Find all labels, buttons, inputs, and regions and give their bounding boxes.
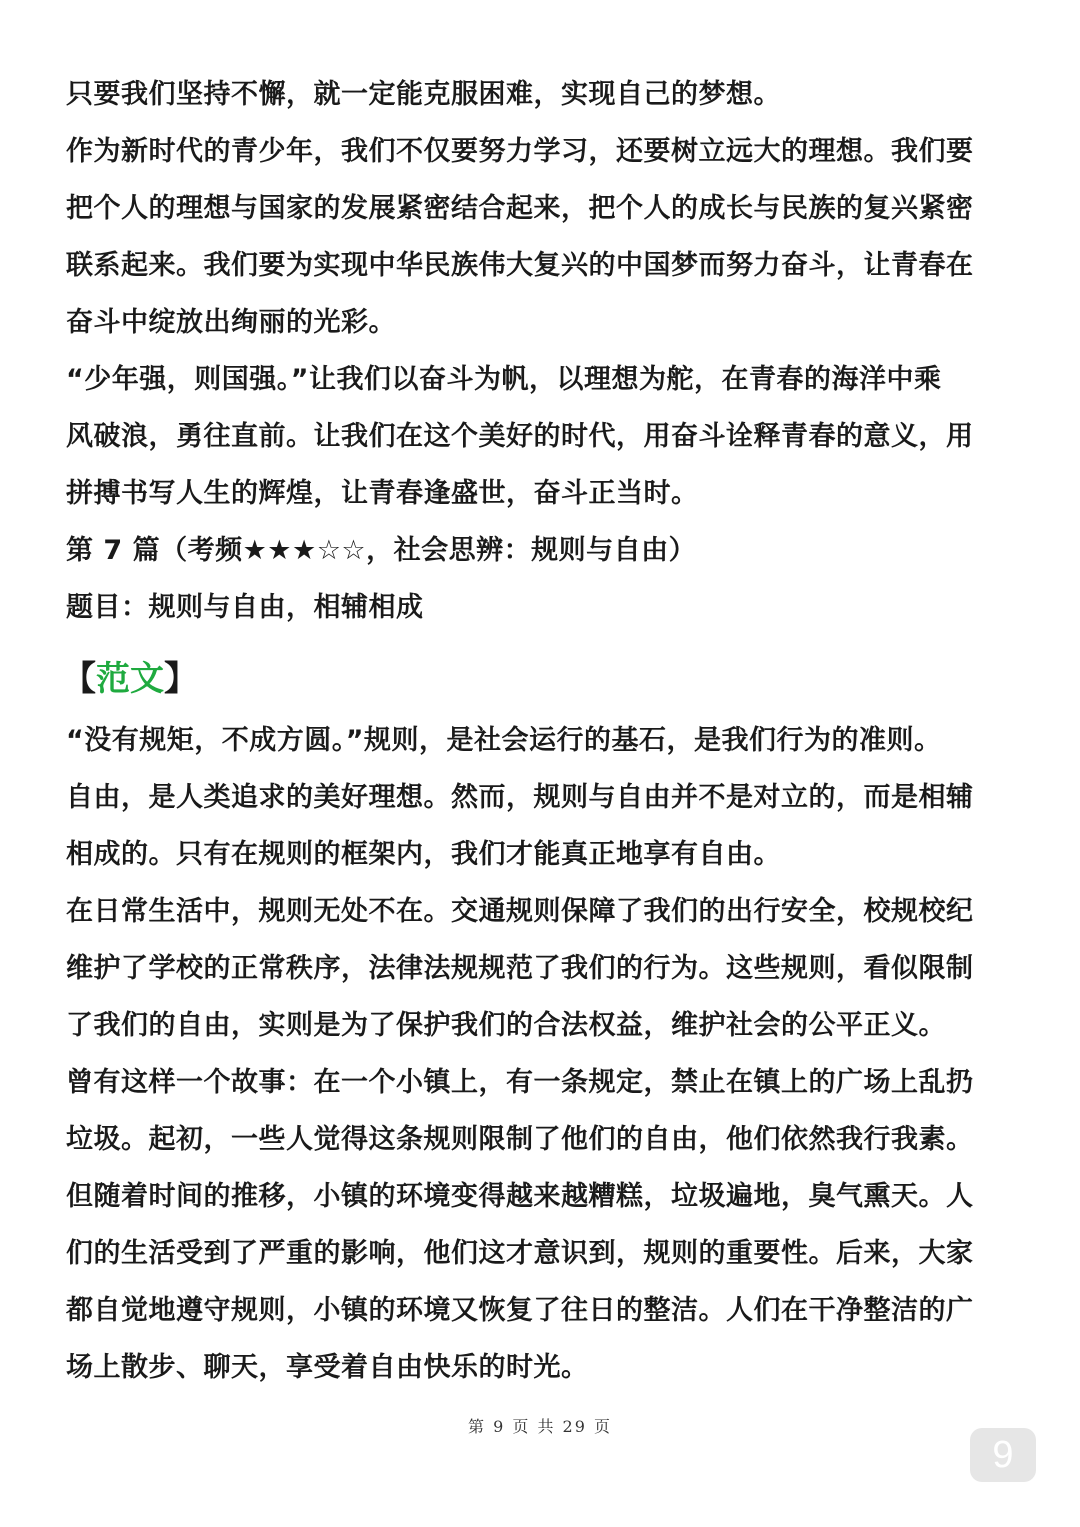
heading-label: 范文 (96, 659, 164, 699)
essay-title: 题目：规则与自由，相辅相成 (66, 592, 424, 623)
paragraph-line: 作为新时代的青少年，我们不仅要努力学习，还要树立远大的理想。我们要 (66, 136, 974, 167)
paragraph-line: 维护了学校的正常秩序，法律法规规范了我们的行为。这些规则，看似限制 (66, 953, 974, 984)
paragraph-line: 把个人的理想与国家的发展紧密结合起来，把个人的成长与民族的复兴紧密 (66, 193, 974, 224)
paragraph-line: 垃圾。起初，一些人觉得这条规则限制了他们的自由，他们依然我行我素。 (66, 1124, 974, 1155)
essay-number-heading: 第 7 篇（考频★★★☆☆，社会思辨：规则与自由） (66, 535, 697, 566)
paragraph-line: 奋斗中绽放出绚丽的光彩。 (66, 307, 396, 338)
paragraph-line: “没有规矩，不成方圆。”规则，是社会运行的基石，是我们行为的准则。 (66, 725, 942, 756)
paragraph-line: 相成的。只有在规则的框架内，我们才能真正地享有自由。 (66, 839, 781, 870)
paragraph-line: 拼搏书写人生的辉煌，让青春逢盛世，奋斗正当时。 (66, 478, 699, 509)
paragraph-line: 在日常生活中，规则无处不在。交通规则保障了我们的出行安全，校规校纪 (66, 896, 974, 927)
paragraph-line: 但随着时间的推移，小镇的环境变得越来越糟糕，垃圾遍地，臭气熏天。人 (66, 1181, 974, 1212)
heading-open-bracket: 【 (62, 659, 96, 699)
paragraph-line: 们的生活受到了严重的影响，他们这才意识到，规则的重要性。后来，大家 (66, 1238, 974, 1269)
paragraph-line: 只要我们坚持不懈，就一定能克服困难，实现自己的梦想。 (66, 79, 781, 110)
model-essay-heading (62, 646, 1016, 712)
paragraph-line: 自由，是人类追求的美好理想。然而，规则与自由并不是对立的，而是相辅 (66, 782, 974, 813)
paragraph-line: 曾有这样一个故事：在一个小镇上，有一条规定，禁止在镇上的广场上乱扔 (66, 1067, 974, 1098)
document-body (62, 66, 1016, 1396)
paragraph-line: 都自觉地遵守规则，小镇的环境又恢复了往日的整洁。人们在干净整洁的广 (66, 1295, 974, 1326)
paragraph-line: 风破浪，勇往直前。让我们在这个美好的时代，用奋斗诠释青春的意义，用 (66, 421, 974, 452)
page-footer: 第 9 页 共 29 页 (468, 1417, 612, 1436)
paragraph-line: “少年强，则国强。”让我们以奋斗为帆，以理想为舵，在青春的海洋中乘 (66, 364, 942, 395)
paragraph-line: 场上散步、聊天，享受着自由快乐的时光。 (66, 1352, 589, 1383)
paragraph-line: 联系起来。我们要为实现中华民族伟大复兴的中国梦而努力奋斗，让青春在 (66, 250, 974, 281)
paragraph-line: 了我们的自由，实则是为了保护我们的合法权益，维护社会的公平正义。 (66, 1010, 946, 1041)
heading-close-bracket: 】 (164, 659, 198, 699)
page-number-badge: 9 (970, 1428, 1036, 1482)
